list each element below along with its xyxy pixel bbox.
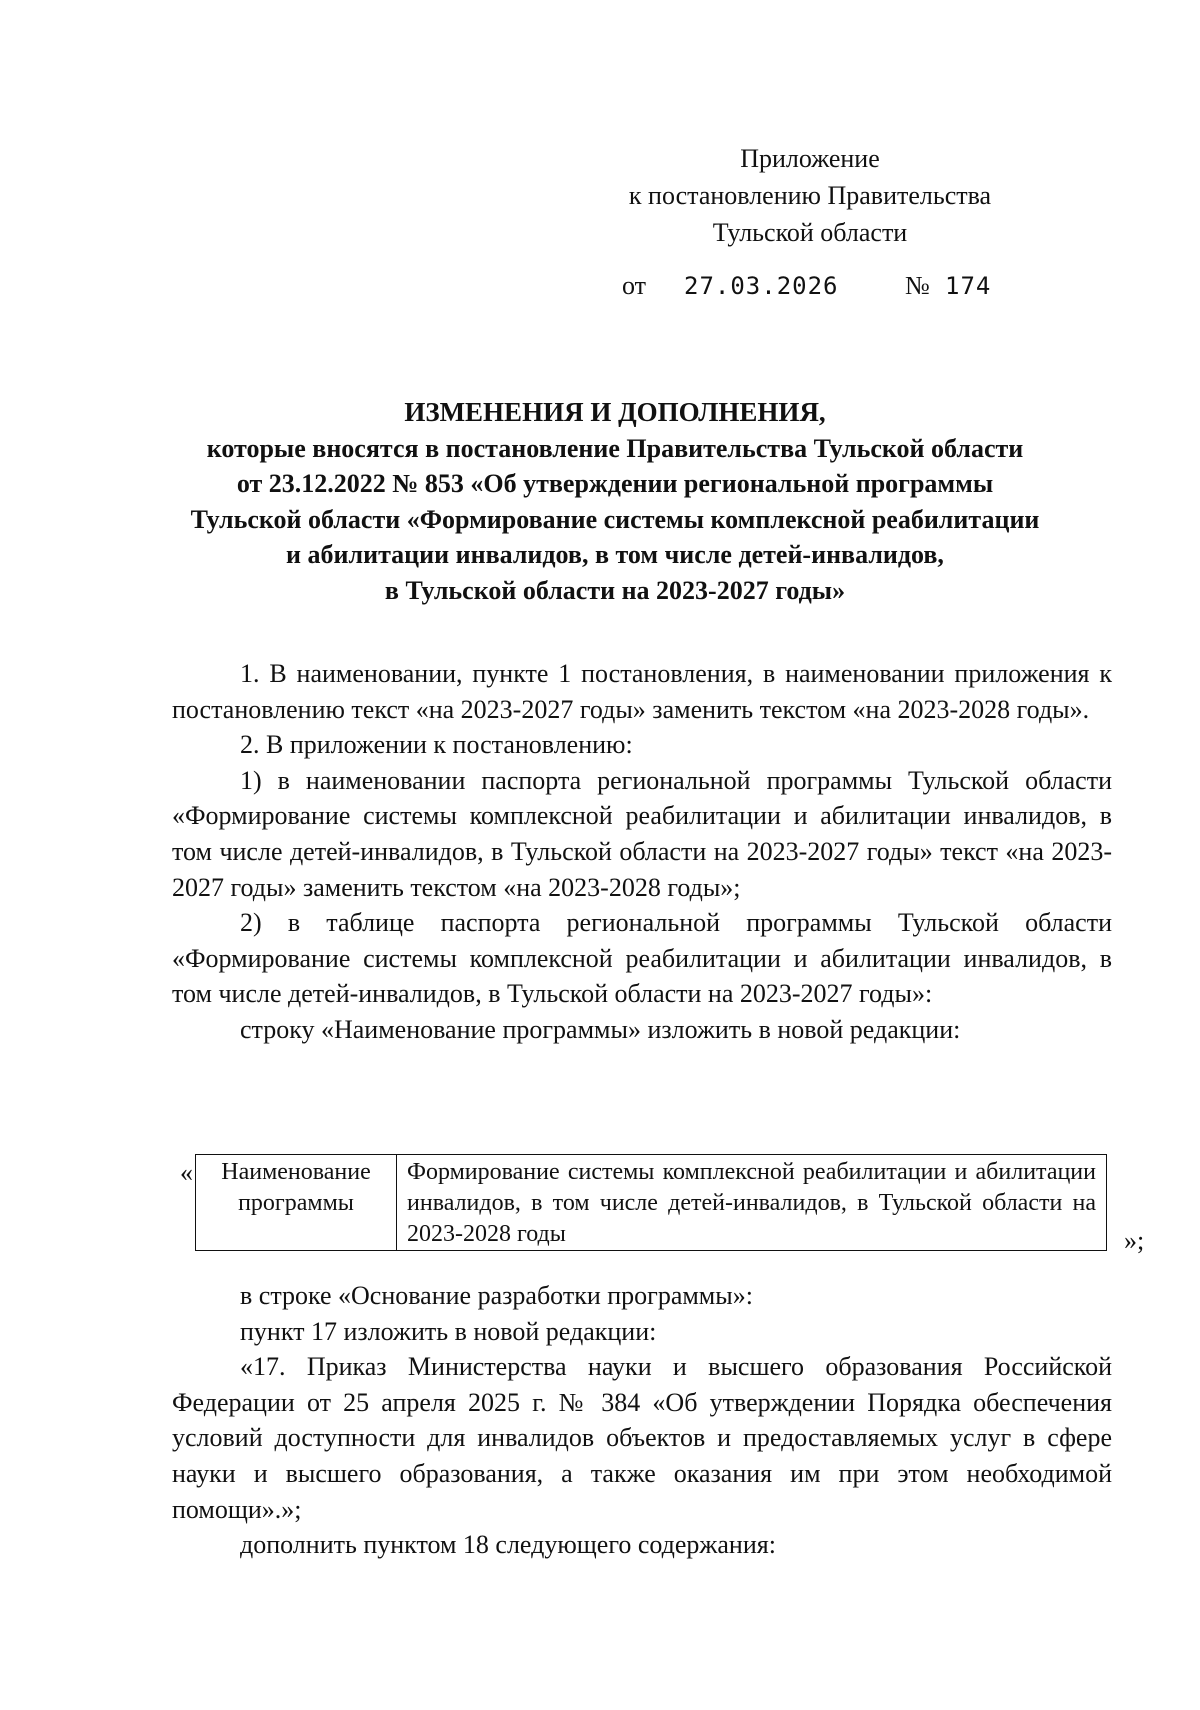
paragraph-7: пункт 17 изложить в новой редакции:: [240, 1316, 657, 1346]
number-value: 174: [945, 272, 992, 300]
number-label: №: [905, 271, 930, 300]
paragraph-6: в строке «Основание разработки программы»:: [240, 1281, 753, 1310]
document-title: [150, 395, 1080, 608]
paragraph-1: 1. В наименовании, пункте 1 постановления, в наименовании приложения к постановлению текст «на 2023-2027 годы» заменить текстом «на 2023-2028 годы».: [172, 659, 1112, 724]
paragraph-5: строку «Наименование программы» изложить в новой редакции:: [240, 1014, 961, 1044]
title-line-1: ИЗМЕНЕНИЯ И ДОПОЛНЕНИЯ,: [404, 397, 826, 427]
body-section-1: [172, 656, 1112, 1048]
title-line-2: которые вносятся в постановление Правительства Тульской области: [206, 433, 1024, 463]
appendix-header: [600, 140, 1020, 251]
title-line-3: от 23.12.2022 № 853 «Об утверждении региональной программы: [236, 469, 994, 498]
table-row: [196, 1155, 1107, 1251]
table-quote-close: »;: [1124, 1226, 1145, 1255]
passport-table: [195, 1154, 1107, 1251]
table-cell-value: Формирование системы комплексной реабилитации и абилитации инвалидов, в том числе детей-инвалидов, в Тульской области на 2023-2028 годы: [397, 1155, 1107, 1251]
table-quote-open: «: [180, 1158, 193, 1187]
date-label: от: [622, 271, 647, 300]
appendix-line-2: к постановлению Правительства: [628, 181, 992, 210]
paragraph-8: «17. Приказ Министерства науки и высшего образования Российской Федерации от 25 апреля 2025 г. № 384 «Об утверждении Порядка обеспечения условий доступности для инвалидов объектов и предоставляемых услуг в сфере науки и высшего образования, а также оказания им при этом необходимой помощи».»;: [172, 1352, 1112, 1524]
body-section-2: [172, 1278, 1112, 1563]
passport-table-wrapper: [180, 1154, 1140, 1254]
appendix-line-1: Приложение: [740, 144, 880, 173]
paragraph-3: 1) в наименовании паспорта региональной программы Тульской области «Формирование системы комплексной реабилитации и абилитации инвалидов, в том числе детей-инвалидов, в Тульской области на 2023-2027 годы» текст «на 2023-2027 годы» заменить текстом «на 2023-2028 годы»;: [172, 765, 1112, 902]
title-line-5: и абилитации инвалидов, в том числе детей-инвалидов,: [286, 540, 944, 569]
title-line-6: в Тульской области на 2023-2027 годы»: [384, 575, 846, 605]
date-value: 27.03.2026: [684, 272, 839, 300]
table-cell-name: Наименование программы: [196, 1155, 397, 1251]
paragraph-4: 2) в таблице паспорта региональной программы Тульской области «Формирование системы комплексной реабилитации и абилитации инвалидов, в том числе детей-инвалидов, в Тульской области на 2023-2027 годы»:: [172, 908, 1112, 1009]
paragraph-9: дополнить пунктом 18 следующего содержания:: [240, 1530, 776, 1560]
paragraph-2: 2. В приложении к постановлению:: [240, 730, 633, 760]
appendix-line-3: Тульской области: [712, 218, 908, 247]
title-line-4: Тульской области «Формирование системы комплексной реабилитации: [190, 504, 1040, 534]
